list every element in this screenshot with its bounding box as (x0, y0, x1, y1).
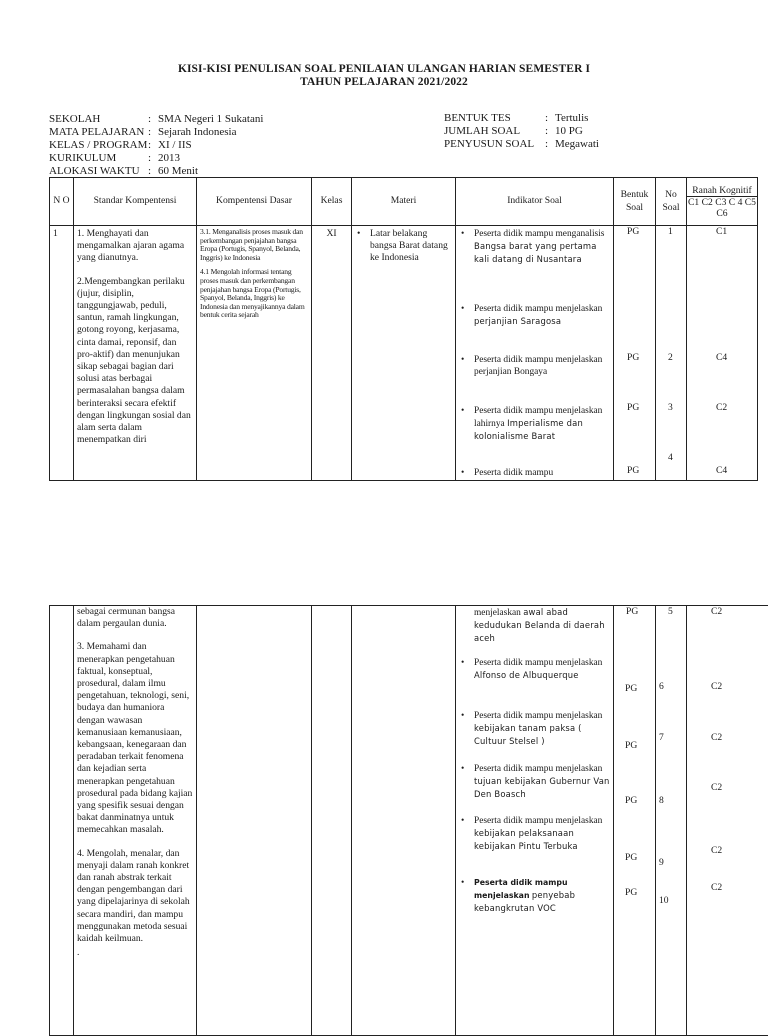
kisi-kisi-table-page2 (49, 605, 768, 1036)
bullet-icon: • (461, 354, 464, 366)
indikator-item: • Peserta didik mampu menjelaskan kebijakan pelaksanaan kebijakan Pintu Terbuka (459, 815, 610, 854)
indikator-item: • Peserta didik mampu menjelaskan perjanjian Bongaya (459, 354, 610, 378)
bentuk-value: PG (625, 740, 637, 752)
bentuk-value: PG (627, 226, 639, 238)
identity-row-kurikulum: KURIKULUM : 2013 (49, 152, 263, 165)
indikator-item: • Peserta didik mampu menjelaskan lahirnya Imperialisme dan kolonialisme Barat (459, 405, 610, 444)
bentuk-value: PG (625, 683, 637, 695)
identity-row-sekolah: SEKOLAH : SMA Negeri 1 Sukatani (49, 113, 263, 126)
kisi-kisi-table-page1 (49, 177, 758, 481)
bullet-icon: • (461, 467, 464, 479)
table-row (50, 606, 768, 1036)
bentuk-value: PG (627, 402, 639, 414)
bentuk-value: PG (625, 852, 637, 864)
bullet-icon: • (461, 763, 464, 775)
materi-cell-empty (352, 606, 456, 1036)
standar-text: 2.Mengembangkan perilaku (jujur, disiplin, tanggungjawab, peduli, santun, ramah lingkungan, gotong royong, kerjasama, cinta damai, reponsif, dan pro-aktif) dan menunjukan sikap sebagai bagian dari solusi atas berbagai permasalahan bangsa dalam berinteraksi secara efektif dengan lingkungan sosial dan alam serta dalam menempatkan diri (77, 276, 193, 447)
nosoal-value: 6 (659, 681, 664, 693)
bentuk-cell (614, 606, 656, 1036)
identity-left (49, 113, 263, 178)
indikator-item: • Peserta didik mampu menjelaskan penyebab kebangkrutan VOC (459, 877, 610, 916)
nosoal-value: 5 (668, 606, 673, 618)
table-row (50, 226, 758, 481)
indikator-item: menjelaskan awal abad kedudukan Belanda di daerah aceh (459, 606, 610, 646)
standar-text: 3. Memahami dan menerapkan pengetahuan faktual, konseptual, prosedural, dalam ilmu pengetahuan, teknologi, seni, budaya dan humaniora dengan wawasan kemanusiaan kemanusiaan, kebangsaan, kenegaraan dan peradaban terkait fenomena dan kejadian serta menerapkan pengetahuan prosedural pada bidang kajian yang spesifik sesuai dengan bakat danminatnya untuk memecahkan masalah. (77, 641, 193, 836)
identity-row-penyusun: PENYUSUN SOAL : Megawati (444, 138, 599, 151)
bullet-icon: • (461, 657, 464, 669)
header-kompetensi: Kompentensi Dasar (197, 178, 312, 226)
identity-row-alokasi: ALOKASI WAKTU : 60 Menit (49, 165, 263, 178)
kelas-cell: XI (312, 226, 352, 481)
standar-text: 1. Menghayati dan mengamalkan ajaran agama yang dianutnya. (77, 228, 193, 265)
materi-cell (352, 226, 456, 481)
bentuk-value: PG (627, 352, 639, 364)
header-materi: Materi (352, 178, 456, 226)
nosoal-value: 3 (668, 402, 673, 414)
indikator-cell (456, 606, 614, 1036)
indikator-item: • Peserta didik mampu menjelaskan Alfonso de Albuquerque (459, 657, 610, 682)
header-kelas: Kelas (312, 178, 352, 226)
table-header-row (50, 178, 758, 226)
standar-cell (74, 226, 197, 481)
header-indikator: Indikator Soal (456, 178, 614, 226)
ranah-value: C1 (716, 226, 727, 238)
bullet-icon: • (461, 303, 464, 315)
bullet-icon: • (461, 710, 464, 722)
indikator-item: • Peserta didik mampu menganalisis Bangsa barat yang pertama kali datang di Nusantara (459, 228, 610, 267)
standar-cell (74, 606, 197, 1036)
bentuk-value: PG (625, 887, 637, 899)
indikator-cell (456, 226, 614, 481)
nosoal-value: 7 (659, 732, 664, 744)
header-ranah-title: Ranah Kognitif (687, 184, 757, 196)
ranah-value: C2 (711, 782, 722, 794)
nosoal-value: 4 (668, 452, 673, 464)
bullet-icon: • (461, 877, 464, 889)
identity-row-mapel: MATA PELAJARAN : Sejarah Indonesia (49, 126, 263, 139)
nosoal-cell (656, 606, 687, 1036)
row-no: 1 (50, 226, 74, 481)
ranah-value: C2 (711, 845, 722, 857)
header-nosoal: No Soal (656, 178, 687, 226)
nosoal-value: 10 (659, 895, 669, 907)
ranah-cell (687, 226, 758, 481)
header-ranah-levels: C1 C2 C3 C 4 C5 C6 (687, 196, 757, 219)
bullet-icon: • (461, 815, 464, 827)
indikator-item: • Peserta didik mampu menjelaskan perjanjian Saragosa (459, 303, 610, 328)
identity-row-kelas: KELAS / PROGRAM : XI / IIS (49, 139, 263, 152)
standar-text: . (77, 947, 193, 959)
ranah-value: C4 (716, 465, 727, 477)
bullet-icon: • (461, 228, 464, 240)
header-ranah (687, 178, 758, 226)
materi-item: • Latar belakang bangsa Barat datang ke Indonesia (355, 228, 452, 265)
ranah-value: C4 (716, 352, 727, 364)
nosoal-value: 2 (668, 352, 673, 364)
ranah-value: C2 (711, 732, 722, 744)
bullet-icon: • (461, 405, 464, 417)
header-standar: Standar Kompentensi (74, 178, 197, 226)
bentuk-value: PG (626, 606, 638, 618)
ranah-cell (687, 606, 768, 1036)
ranah-value: C2 (711, 606, 722, 618)
header-bentuk: Bentuk Soal (614, 178, 656, 226)
document-subtitle: TAHUN PELAJARAN 2021/2022 (0, 76, 768, 88)
identity-row-jumlah: JUMLAH SOAL : 10 PG (444, 125, 599, 138)
identity-row-bentuk: BENTUK TES : Tertulis (444, 112, 599, 125)
header-no: N O (50, 178, 74, 226)
ranah-value: C2 (716, 402, 727, 414)
document-title: KISI-KISI PENULISAN SOAL PENILAIAN ULANGAN HARIAN SEMESTER I (0, 63, 768, 75)
bentuk-cell (614, 226, 656, 481)
identity-right (444, 112, 599, 151)
nosoal-value: 1 (668, 226, 673, 238)
nosoal-value: 8 (659, 795, 664, 807)
indikator-item: • Peserta didik mampu menjelaskan kebijakan tanam paksa ( Cultuur Stelsel ) (459, 710, 610, 749)
kompetensi-text: 4.1 Mengolah informasi tentang proses masuk dan perkembangan penjajahan bangsa Eropa (Portugis, Spanyol, Belanda, Inggris) ke Indonesia dan menyajikannya dalam bentuk cerita sejarah (200, 268, 308, 320)
kompetensi-cell (197, 226, 312, 481)
nosoal-cell (656, 226, 687, 481)
kompetensi-text: 3.1. Menganalisis proses masuk dan perkembangan penjajahan bangsa Eropa (Portugis, Spanyol, Belanda, Inggris) ke Indonesia (200, 228, 308, 262)
standar-text: sebagai cermunan bangsa dalam pergaulan dunia. (77, 606, 193, 630)
kelas-cell-empty (312, 606, 352, 1036)
nosoal-value: 9 (659, 857, 664, 869)
ranah-value: C2 (711, 681, 722, 693)
kompetensi-cell-empty (197, 606, 312, 1036)
indikator-item: • Peserta didik mampu menjelaskan tujuan kebijakan Gubernur Van Den Boasch (459, 763, 610, 802)
bullet-icon: • (357, 228, 360, 240)
bentuk-value: PG (627, 465, 639, 477)
ranah-value: C2 (711, 882, 722, 894)
standar-text: 4. Mengolah, menalar, dan menyaji dalam ranah konkret dan ranah abstrak terkait dengan pengembangan dari yang dipelajarinya di sekolah secara mandiri, dan mampu menggunakan metoda sesuai kaidah keilmuan. (77, 848, 193, 946)
bentuk-value: PG (625, 795, 637, 807)
row-no-empty (50, 606, 74, 1036)
indikator-item: • Peserta didik mampu (459, 467, 610, 479)
